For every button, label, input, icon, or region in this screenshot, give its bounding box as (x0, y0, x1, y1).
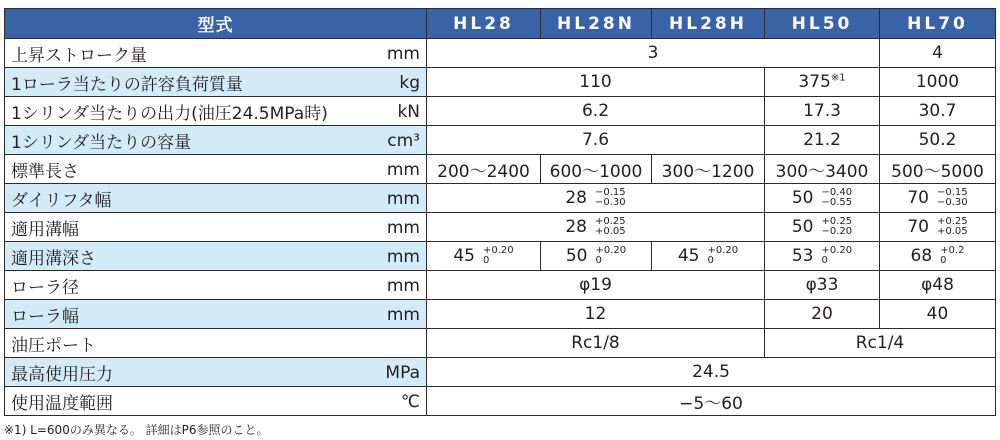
tolerance-upper: −0.15 (936, 187, 968, 198)
tolerance-upper: +0.25 (936, 216, 968, 227)
footnote: ※1) L=600のみ異なる。 詳細はP6参照のこと。 (4, 423, 269, 437)
cell-value (652, 242, 765, 271)
header-row (5, 9, 996, 39)
cell-value: φ19 (427, 271, 765, 300)
table-row (5, 155, 996, 184)
row-unit: MPa (385, 363, 420, 383)
tolerance-upper: −0.15 (594, 187, 626, 198)
tolerance-lower: 0 (482, 255, 490, 266)
row-label (5, 213, 427, 242)
tolerance (595, 217, 626, 237)
cell-value: 300～1200 (652, 155, 765, 184)
tolerance-lower: 0 (707, 255, 714, 266)
cell-value-text: 68 (910, 246, 933, 266)
row-unit: mm (386, 189, 420, 209)
header-model-hl28: HL28 (427, 9, 541, 39)
row-label-text: 使用温度範囲 (11, 393, 113, 414)
row-label-text: ダイリフタ幅 (11, 190, 112, 211)
tolerance-lower: +0.05 (936, 226, 968, 237)
tolerance-upper: +0.20 (821, 245, 853, 256)
row-label (5, 271, 427, 300)
cell-value: 3 (427, 39, 880, 68)
footnote-mark: ※1 (830, 72, 846, 84)
row-label (5, 358, 427, 387)
cell-value: 50.2 (880, 126, 996, 155)
table-row (5, 358, 996, 387)
tolerance-lower: 0 (595, 255, 602, 266)
header-model-hl50: HL50 (765, 9, 880, 39)
cell-value: 30.7 (880, 97, 996, 126)
cell-value-text: 45 (453, 246, 475, 266)
cell-value: 40 (880, 300, 996, 329)
cell-value: 1000 (880, 68, 996, 97)
table-row (5, 39, 996, 68)
tolerance-lower: 0 (940, 255, 947, 266)
cell-value (765, 184, 880, 213)
row-label (5, 68, 427, 97)
cell-value (880, 242, 996, 271)
row-unit: mm (386, 218, 420, 238)
cell-value: 17.3 (765, 97, 880, 126)
tolerance-upper: +0.20 (707, 245, 739, 256)
row-label (5, 329, 427, 358)
tolerance-upper: −0.40 (821, 187, 853, 198)
row-label-text: 1ローラ当たりの許容負荷質量 (11, 74, 243, 95)
header-model-label: 型式 (5, 9, 427, 39)
cell-value: φ48 (880, 271, 996, 300)
tolerance-lower: −0.20 (821, 226, 853, 237)
tolerance (595, 188, 626, 208)
tolerance-lower: −0.30 (594, 197, 626, 208)
cell-value: 24.5 (427, 358, 996, 387)
cell-value: 4 (880, 39, 996, 68)
cell-value-text: 70 (907, 217, 929, 237)
table-row (5, 184, 996, 213)
cell-value: Rc1/8 (427, 329, 765, 358)
cell-value: 300～3400 (765, 155, 880, 184)
tolerance (483, 246, 514, 266)
table-row (5, 97, 996, 126)
table-row (5, 68, 996, 97)
table-row (5, 213, 996, 242)
row-unit: mm (386, 305, 420, 325)
row-label-text: 最高使用圧力 (11, 364, 113, 385)
cell-value (427, 184, 765, 213)
cell-value (765, 242, 880, 271)
cell-value: 7.6 (427, 126, 765, 155)
tolerance (821, 217, 852, 237)
tolerance (707, 246, 738, 266)
row-label (5, 126, 427, 155)
tolerance-lower: +0.05 (594, 226, 626, 237)
row-label (5, 39, 427, 68)
cell-value-text: 28 (565, 188, 587, 208)
row-unit: kN (397, 102, 420, 122)
row-unit: mm (386, 276, 420, 296)
cell-value: 12 (427, 300, 765, 329)
row-label (5, 387, 427, 416)
header-model-hl28n: HL28N (541, 9, 652, 39)
cell-value: 21.2 (765, 126, 880, 155)
row-label (5, 184, 427, 213)
row-label-text: 上昇ストローク量 (11, 45, 147, 66)
cell-value (541, 242, 652, 271)
tolerance-upper: +0.25 (821, 216, 853, 227)
row-label-text: ローラ径 (11, 277, 79, 298)
cell-value (427, 242, 541, 271)
row-unit: cm³ (387, 131, 420, 151)
row-label (5, 155, 427, 184)
tolerance-lower: −0.30 (936, 197, 968, 208)
cell-value (427, 213, 765, 242)
row-unit: kg (399, 73, 420, 93)
row-unit: ℃ (400, 392, 420, 412)
header-model-hl28h: HL28H (652, 9, 765, 39)
table-row (5, 242, 996, 271)
row-label-text: ローラ幅 (11, 306, 79, 327)
cell-value-text: 375 (798, 72, 831, 92)
cell-value: 600～1000 (541, 155, 652, 184)
cell-value: φ33 (765, 271, 880, 300)
row-label-text: 1シリンダ当たりの容量 (11, 132, 192, 153)
header-model-hl70: HL70 (880, 9, 996, 39)
table-row (5, 300, 996, 329)
table-row (5, 271, 996, 300)
cell-value: 500～5000 (880, 155, 996, 184)
tolerance-upper: +0.25 (594, 216, 626, 227)
row-label-text: 適用溝深さ (11, 248, 96, 269)
row-label-text: 油圧ポート (11, 335, 96, 356)
cell-value: 6.2 (427, 97, 765, 126)
cell-value (765, 213, 880, 242)
tolerance-lower: 0 (821, 255, 828, 266)
tolerance (937, 188, 968, 208)
cell-value: Rc1/4 (765, 329, 996, 358)
table-row (5, 387, 996, 416)
row-label-text: 適用溝幅 (11, 219, 79, 240)
tolerance (937, 217, 968, 237)
tolerance-upper: +0.20 (595, 245, 627, 256)
cell-value-text: 70 (907, 188, 929, 208)
cell-value (880, 184, 996, 213)
row-label (5, 300, 427, 329)
cell-value (765, 68, 880, 97)
row-label (5, 97, 427, 126)
row-unit: mm (386, 44, 420, 64)
row-label (5, 242, 427, 271)
cell-value-text: 53 (791, 246, 814, 266)
cell-value-text: 45 (677, 246, 700, 266)
tolerance (821, 188, 852, 208)
cell-value: −5～60 (427, 387, 996, 416)
tolerance-upper: +0.20 (482, 245, 514, 256)
table-row (5, 329, 996, 358)
cell-value-text: 28 (565, 217, 587, 237)
cell-value-text: 50 (791, 188, 814, 208)
cell-value: 110 (427, 68, 765, 97)
table-row (5, 126, 996, 155)
tolerance (595, 246, 626, 266)
tolerance-lower: −0.55 (821, 197, 853, 208)
cell-value: 200～2400 (427, 155, 541, 184)
tolerance (940, 246, 964, 266)
row-label-text: 標準長さ (11, 161, 79, 182)
tolerance (821, 246, 852, 266)
row-unit: mm (386, 247, 420, 267)
row-label-text: 1シリンダ当たりの出力(油圧24.5MPa時) (11, 103, 328, 124)
row-unit: mm (386, 160, 420, 180)
cell-value-text: 50 (791, 217, 814, 237)
tolerance-upper: +0.2 (940, 245, 965, 256)
spec-table (4, 8, 996, 416)
cell-value (880, 213, 996, 242)
cell-value: 20 (765, 300, 880, 329)
cell-value-text: 50 (565, 246, 588, 266)
